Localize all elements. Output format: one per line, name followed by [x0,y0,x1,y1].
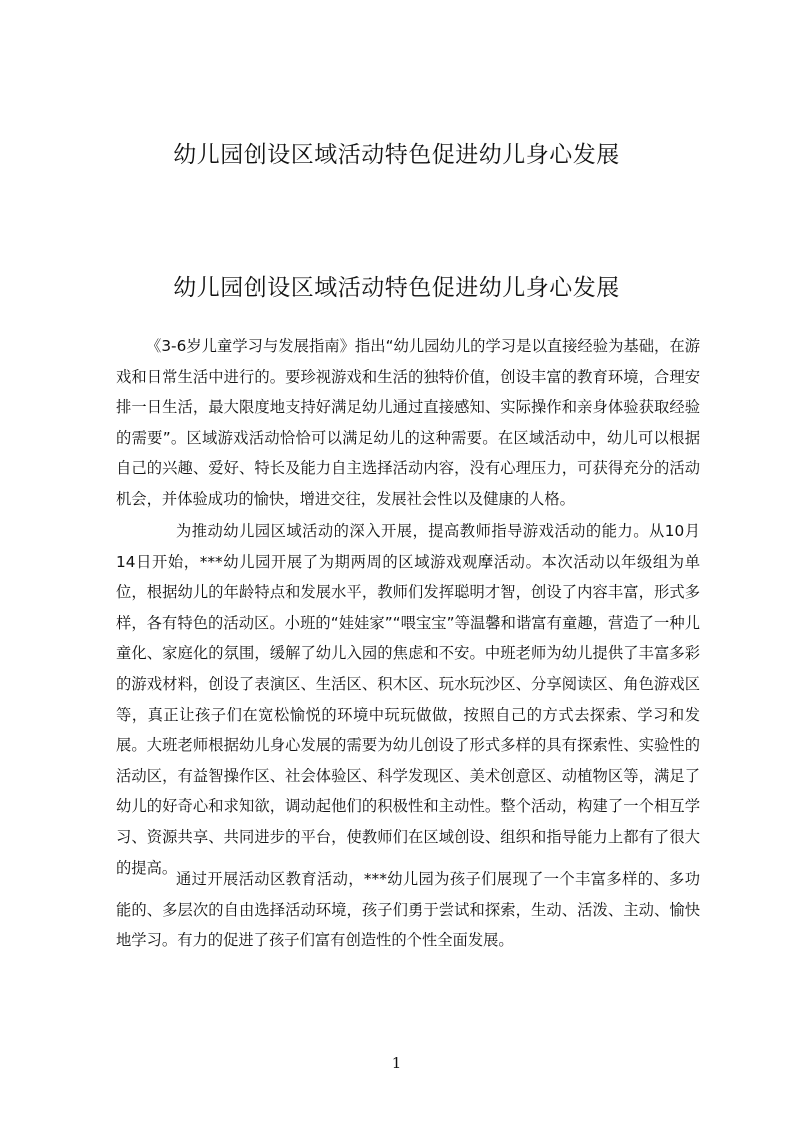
paragraph-3: 通过开展活动区教育活动，***幼儿园为孩子们展现了一个丰富多样的、多功能的、多层次的自由选择活动环境，孩子们勇于尝试和探索，生动、活泼、主动、愉快地学习。有力的促进了孩子们富有创造性的个性全面发展。 [116,870,700,950]
article-title: 幼儿园创设区域活动特色促进幼儿身心发展 [173,275,620,301]
paragraph-1: 《3-6岁儿童学习与发展指南》指出“幼儿园幼儿的学习是以直接经验为基础，在游戏和日常生活中进行的。要珍视游戏和生活的独特价值，创设丰富的教育环境，合理安排一日生活，最大限度地支持好满足幼儿通过直接感知、实际操作和亲身体验获取经验的需要”。区域游戏活动恰恰可以满足幼儿的这种需要。在区域活动中，幼儿可以根据自己的兴趣、爱好、特长及能力自主选择活动内容，没有心理压力，可获得充分的活动机会，并体验成功的愉快，增进交往，发展社会性以及健康的人格。 [116,337,700,508]
paragraph-2: 为推动幼儿园区域活动的深入开展，提高教师指导游戏活动的能力。从10月14日开始，***幼儿园开展了为期两周的区域游戏观摩活动。本次活动以年级组为单位，根据幼儿的年龄特点和发展水平，教师们发挥聪明才智，创设了内容丰富，形式多样，各有特色的活动区。小班的“娃娃家”“喂宝宝”等温馨和谐富有童趣，营造了一种儿童化、家庭化的氛围，缓解了幼儿入园的焦虑和不安。中班老师为幼儿提供了丰富多彩的游戏材料，创设了表演区、生活区、积木区、玩水玩沙区、分享阅读区、角色游戏区等，真正让孩子们在宽松愉悦的环境中玩玩做做，按照自己的方式去探索、学习和发展。大班老师根据幼儿身心发展的需要为幼儿创设了形式多样的具有探索性、实验性的活动区，有益智操作区、社会体验区、科学发现区、美术创意区、动植物区等，满足了幼儿的好奇心和求知欲，调动起他们的积极性和主动性。整个活动，构建了一个相互学习、资源共享、共同进步的平台，使教师们在区域创设、组织和指导能力上都有了很大的提高。 [116,522,700,877]
page-number: 1 [391,1054,402,1072]
cover-title: 幼儿园创设区域活动特色促进幼儿身心发展 [173,142,620,168]
